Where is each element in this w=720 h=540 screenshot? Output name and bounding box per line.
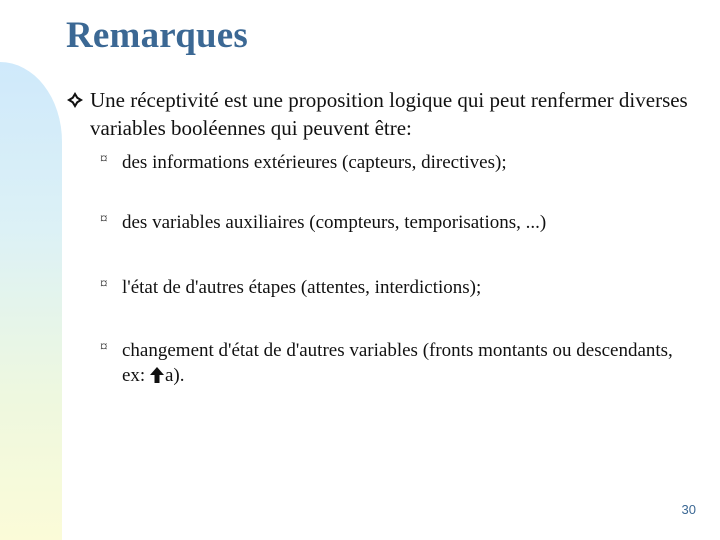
currency-bullet-icon: ¤ <box>100 151 108 167</box>
currency-bullet-icon: ¤ <box>100 211 108 227</box>
currency-bullet-icon: ¤ <box>100 276 108 292</box>
sub-item-text-part: changement d'état de d'autres variables (fronts montants ou descendants, ex: <box>122 340 673 386</box>
decorative-side-band <box>0 62 62 540</box>
slide-title: Remarques <box>66 15 248 56</box>
up-arrow-icon <box>150 367 164 383</box>
sub-item-text: des variables auxiliaires (compteurs, temporisations, ...) <box>122 212 547 233</box>
main-bullet-text: Une réceptivité est une proposition logique qui peut renfermer diverses variables booléennes qui peuvent être: <box>90 88 688 140</box>
sub-item-text: des informations extérieures (capteurs, directives); <box>122 152 507 173</box>
sub-item-text: l'état de d'autres étapes (attentes, interdictions); <box>122 277 482 298</box>
diamond-bullet-icon <box>66 91 84 109</box>
sub-item-text <box>122 338 682 388</box>
currency-bullet-icon: ¤ <box>100 339 108 355</box>
page-number: 30 <box>681 502 696 517</box>
sub-item-text-part: a). <box>164 365 185 386</box>
